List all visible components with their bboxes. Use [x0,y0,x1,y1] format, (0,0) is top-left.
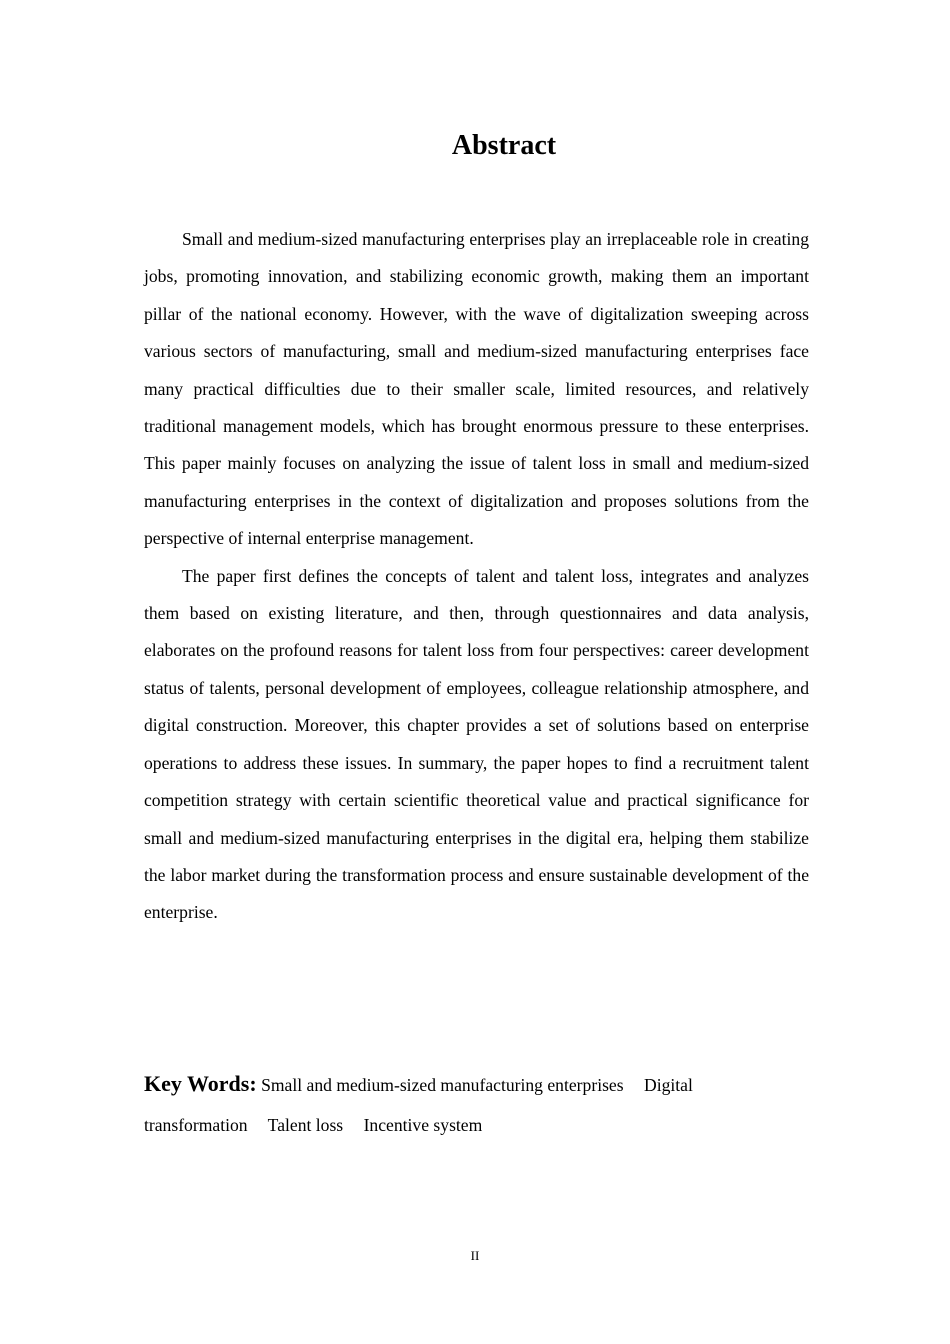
abstract-paragraph-1: Small and medium-sized manufacturing enterprises play an irreplaceable role in creating jobs, promoting innovation, and stabilizing economic growth, making them an important pillar of the national economy. However, with the wave of digitalization sweeping across various sectors of manufacturing, small and medium-sized manufacturing enterprises face many practical difficulties due to their smaller scale, limited resources, and relatively traditional management models, which has brought enormous pressure to these enterprises. This paper mainly focuses on analyzing the issue of talent loss in small and medium-sized manufacturing enterprises in the context of digitalization and proposes solutions from the perspective of internal enterprise management. [144,229,809,549]
page-number: II [470,1248,480,1263]
abstract-paragraph-2: The paper first defines the concepts of talent and talent loss, integrates and analyzes them based on existing literature, and then, through questionnaires and data analysis, elaborates on the profound reasons for talent loss from four perspectives: career development status of talents, personal development of employees, colleague relationship atmosphere, and digital construction. Moreover, this chapter provides a set of solutions based on enterprise operations to address these issues. In summary, the paper hopes to find a recruitment talent competition strategy with certain scientific theoretical value and practical significance for small and medium-sized manufacturing enterprises in the digital era, helping them stabilize the labor market during the transformation process and ensure sustainable development of the enterprise. [144,565,809,923]
keyword-term: Talent loss [267,1114,344,1135]
keywords-label: Key Words: [144,1071,257,1096]
keyword-term: Small and medium-sized manufacturing enterprises [261,1075,624,1095]
keywords-section [144,1064,744,1145]
keyword-term: Incentive system [363,1114,483,1135]
keyword-term: Digital transformation [144,1075,693,1135]
abstract-title: Abstract [451,130,557,161]
abstract-body [144,221,809,932]
